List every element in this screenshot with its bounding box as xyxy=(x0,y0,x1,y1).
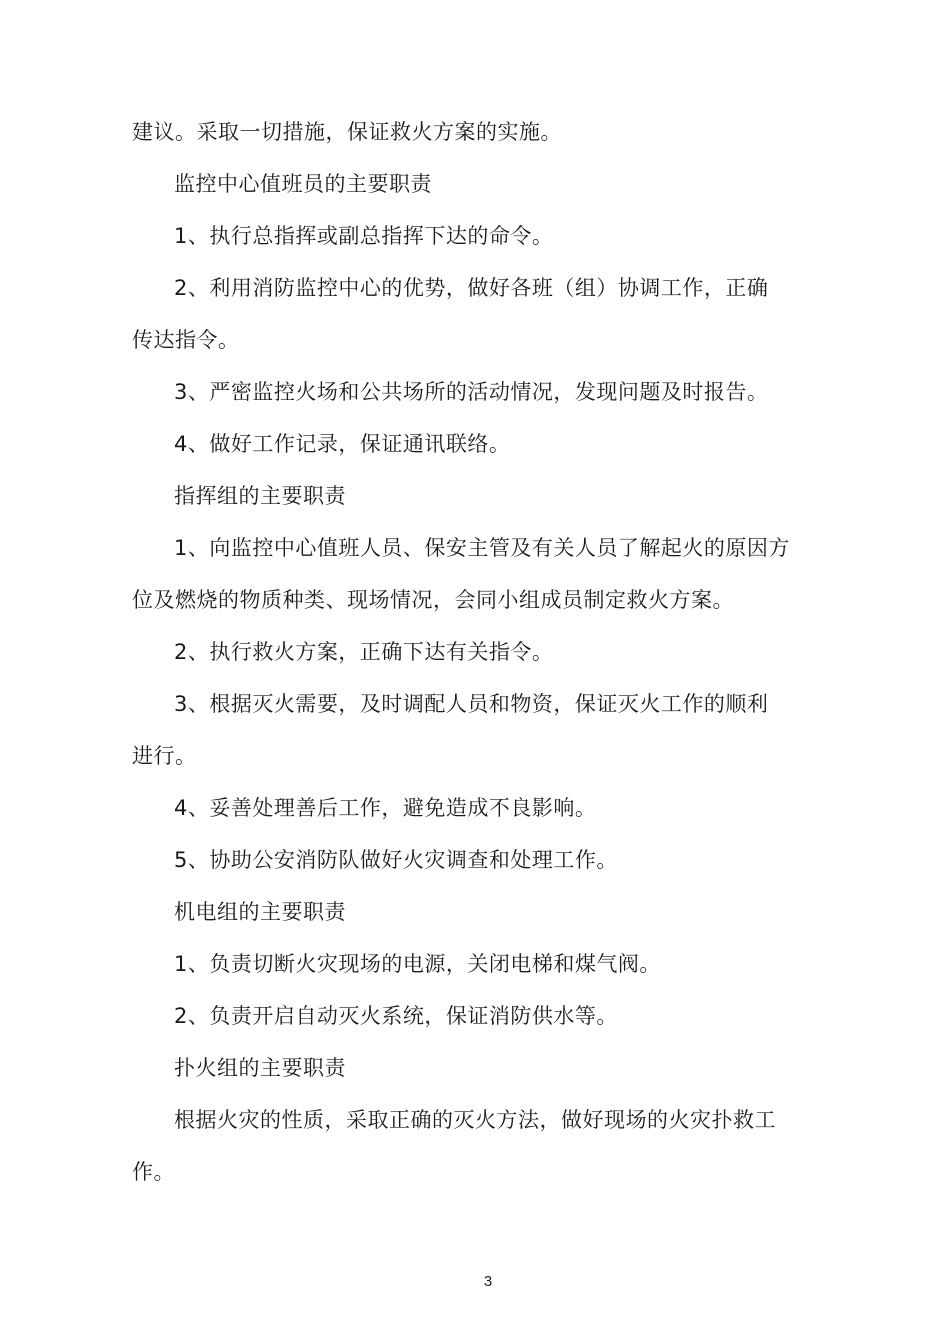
list-item: 4、妥善处理善后工作，避免造成不良影响。 xyxy=(174,796,597,820)
paragraph-line: 根据火灾的性质，采取正确的灭火方法，做好现场的火灾扑救工 xyxy=(174,1108,776,1132)
list-item: 1、向监控中心值班人员、保安主管及有关人员了解起火的原因方 xyxy=(174,536,790,560)
list-item: 2、利用消防监控中心的优势，做好各班（组）协调工作，正确 xyxy=(174,276,769,300)
list-item: 2、负责开启自动灭火系统，保证消防供水等。 xyxy=(174,1004,618,1028)
list-item: 2、执行救火方案，正确下达有关指令。 xyxy=(174,640,554,664)
paragraph-line-continuation: 作。 xyxy=(132,1160,175,1184)
section-heading-monitoring: 监控中心值班员的主要职责 xyxy=(174,172,432,196)
list-item: 1、执行总指挥或副总指挥下达的命令。 xyxy=(174,224,554,248)
section-heading-firefighting: 扑火组的主要职责 xyxy=(174,1056,346,1080)
list-item: 3、根据灭火需要，及时调配人员和物资，保证灭火工作的顺利 xyxy=(174,692,769,716)
paragraph-line: 建议。采取一切措施，保证救火方案的实施。 xyxy=(132,120,562,144)
list-item: 4、做好工作记录，保证通讯联络。 xyxy=(174,432,511,456)
list-item: 3、严密监控火场和公共场所的活动情况，发现问题及时报告。 xyxy=(174,380,769,404)
list-item: 5、协助公安消防队做好火灾调查和处理工作。 xyxy=(174,848,618,872)
list-item-continuation: 位及燃烧的物质种类、现场情况，会同小组成员制定救火方案。 xyxy=(132,588,734,612)
section-heading-electromechanical: 机电组的主要职责 xyxy=(174,900,346,924)
section-heading-command: 指挥组的主要职责 xyxy=(174,484,346,508)
list-item: 1、负责切断火灾现场的电源，关闭电梯和煤气阀。 xyxy=(174,952,661,976)
page-number: 3 xyxy=(483,1273,493,1290)
list-item-continuation: 进行。 xyxy=(132,744,197,768)
list-item-continuation: 传达指令。 xyxy=(132,328,240,352)
